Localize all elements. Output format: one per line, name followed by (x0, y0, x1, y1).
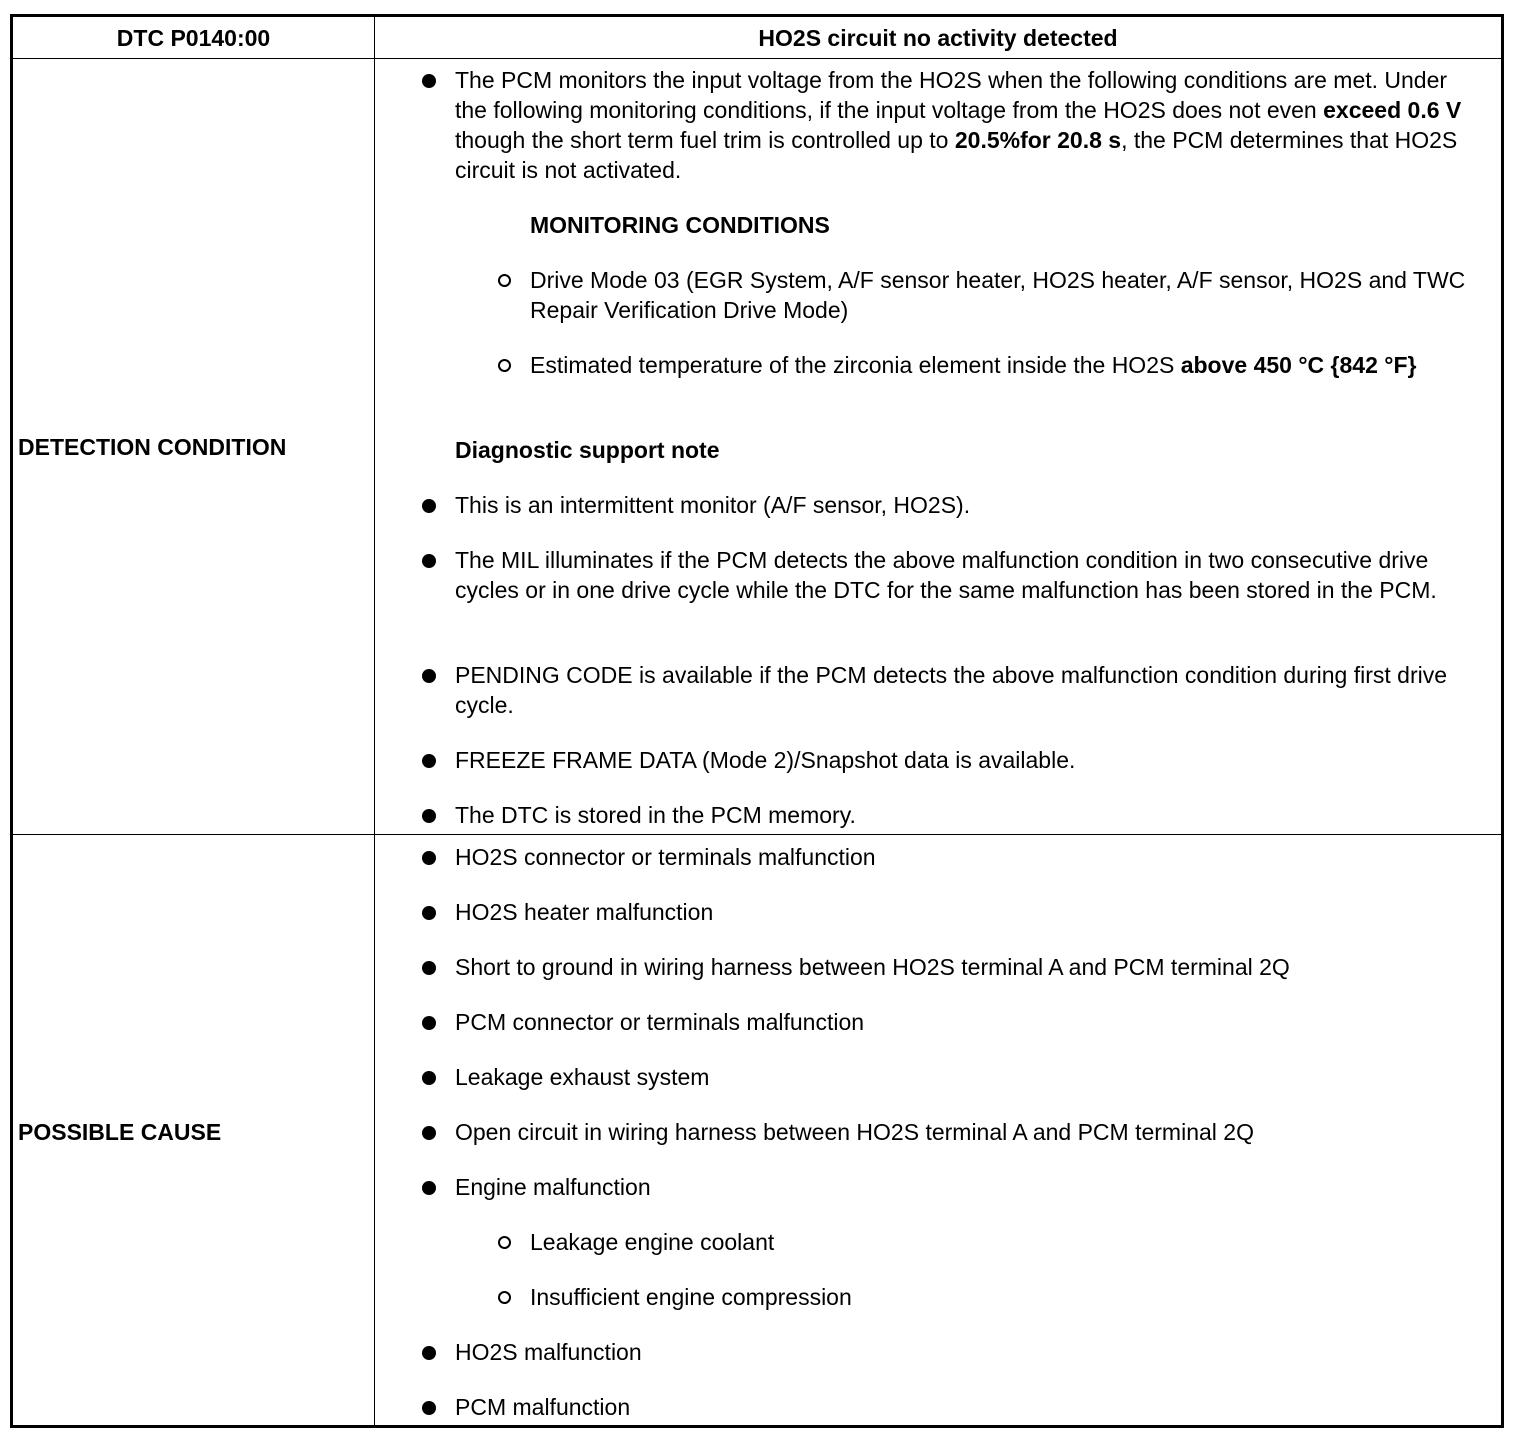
bullet-icon (422, 961, 436, 975)
bullet-icon (422, 1016, 436, 1030)
detection-condition-label: DETECTION CONDITION (18, 434, 287, 460)
cause-item: PCM malfunction (455, 1394, 631, 1420)
row-divider (10, 834, 1504, 835)
circle-bullet-icon (498, 1236, 511, 1249)
monitoring-condition-1: Drive Mode 03 (EGR System, A/F sensor heater, HO2S heater, A/F sensor, HO2S and TWC Repair Verification Drive Mode) (530, 267, 1466, 323)
header-divider (10, 58, 1504, 59)
circle-bullet-icon (498, 1291, 511, 1304)
monitoring-condition-2: Estimated temperature of the zirconia element inside the HO2S above 450 °C {842 °F} (530, 352, 1417, 378)
cause-subitem: Leakage engine coolant (530, 1229, 775, 1255)
cause-item: Engine malfunction (455, 1174, 651, 1200)
bullet-icon (422, 1181, 436, 1195)
possible-cause-label: POSSIBLE CAUSE (18, 1119, 222, 1145)
dtc-title: HO2S circuit no activity detected (758, 25, 1118, 51)
support-note: The MIL illuminates if the PCM detects the above malfunction condition in two consecutive drive cycles or in one drive cycle while the DTC for the same malfunction has been stored in the PCM. (455, 547, 1437, 603)
cause-item: PCM connector or terminals malfunction (455, 1009, 865, 1035)
cause-item: HO2S malfunction (455, 1339, 642, 1365)
support-note: PENDING CODE is available if the PCM detects the above malfunction condition during first drive cycle. (455, 662, 1447, 718)
cause-item: HO2S heater malfunction (455, 899, 714, 925)
cause-item: HO2S connector or terminals malfunction (455, 844, 876, 870)
monitoring-heading: MONITORING CONDITIONS (530, 212, 830, 238)
bullet-icon (422, 906, 436, 920)
cause-item: Short to ground in wiring harness between HO2S terminal A and PCM terminal 2Q (455, 954, 1290, 980)
bullet-icon (422, 754, 436, 768)
support-note: This is an intermittent monitor (A/F sensor, HO2S). (455, 492, 971, 518)
dtc-code: DTC P0140:00 (116, 25, 271, 51)
support-note-heading: Diagnostic support note (455, 437, 720, 463)
circle-bullet-icon (498, 274, 511, 287)
support-note: FREEZE FRAME DATA (Mode 2)/Snapshot data is available. (455, 747, 1076, 773)
bullet-icon (422, 499, 436, 513)
bullet-icon (422, 1071, 436, 1085)
bullet-icon (422, 1346, 436, 1360)
bullet-icon (422, 74, 436, 88)
bullet-icon (422, 669, 436, 683)
cause-item: Open circuit in wiring harness between HO2S terminal A and PCM terminal 2Q (455, 1119, 1254, 1145)
bullet-icon (422, 1126, 436, 1140)
column-divider (374, 14, 375, 1428)
cause-item: Leakage exhaust system (455, 1064, 710, 1090)
bullet-icon (422, 1401, 436, 1415)
cause-subitem: Insufficient engine compression (530, 1284, 852, 1310)
circle-bullet-icon (498, 359, 511, 372)
support-note: The DTC is stored in the PCM memory. (455, 802, 856, 828)
detection-intro: The PCM monitors the input voltage from the HO2S when the following conditions are met. Under the following monitoring conditions, if the input voltage from the HO2S does not even exceed 0.6 V though the short term fuel trim is controlled up to 20.5%for 20.8 s, the PCM determines that HO2S circuit is not activated. (455, 67, 1462, 183)
bullet-icon (422, 554, 436, 568)
bullet-icon (422, 809, 436, 823)
bullet-icon (422, 851, 436, 865)
